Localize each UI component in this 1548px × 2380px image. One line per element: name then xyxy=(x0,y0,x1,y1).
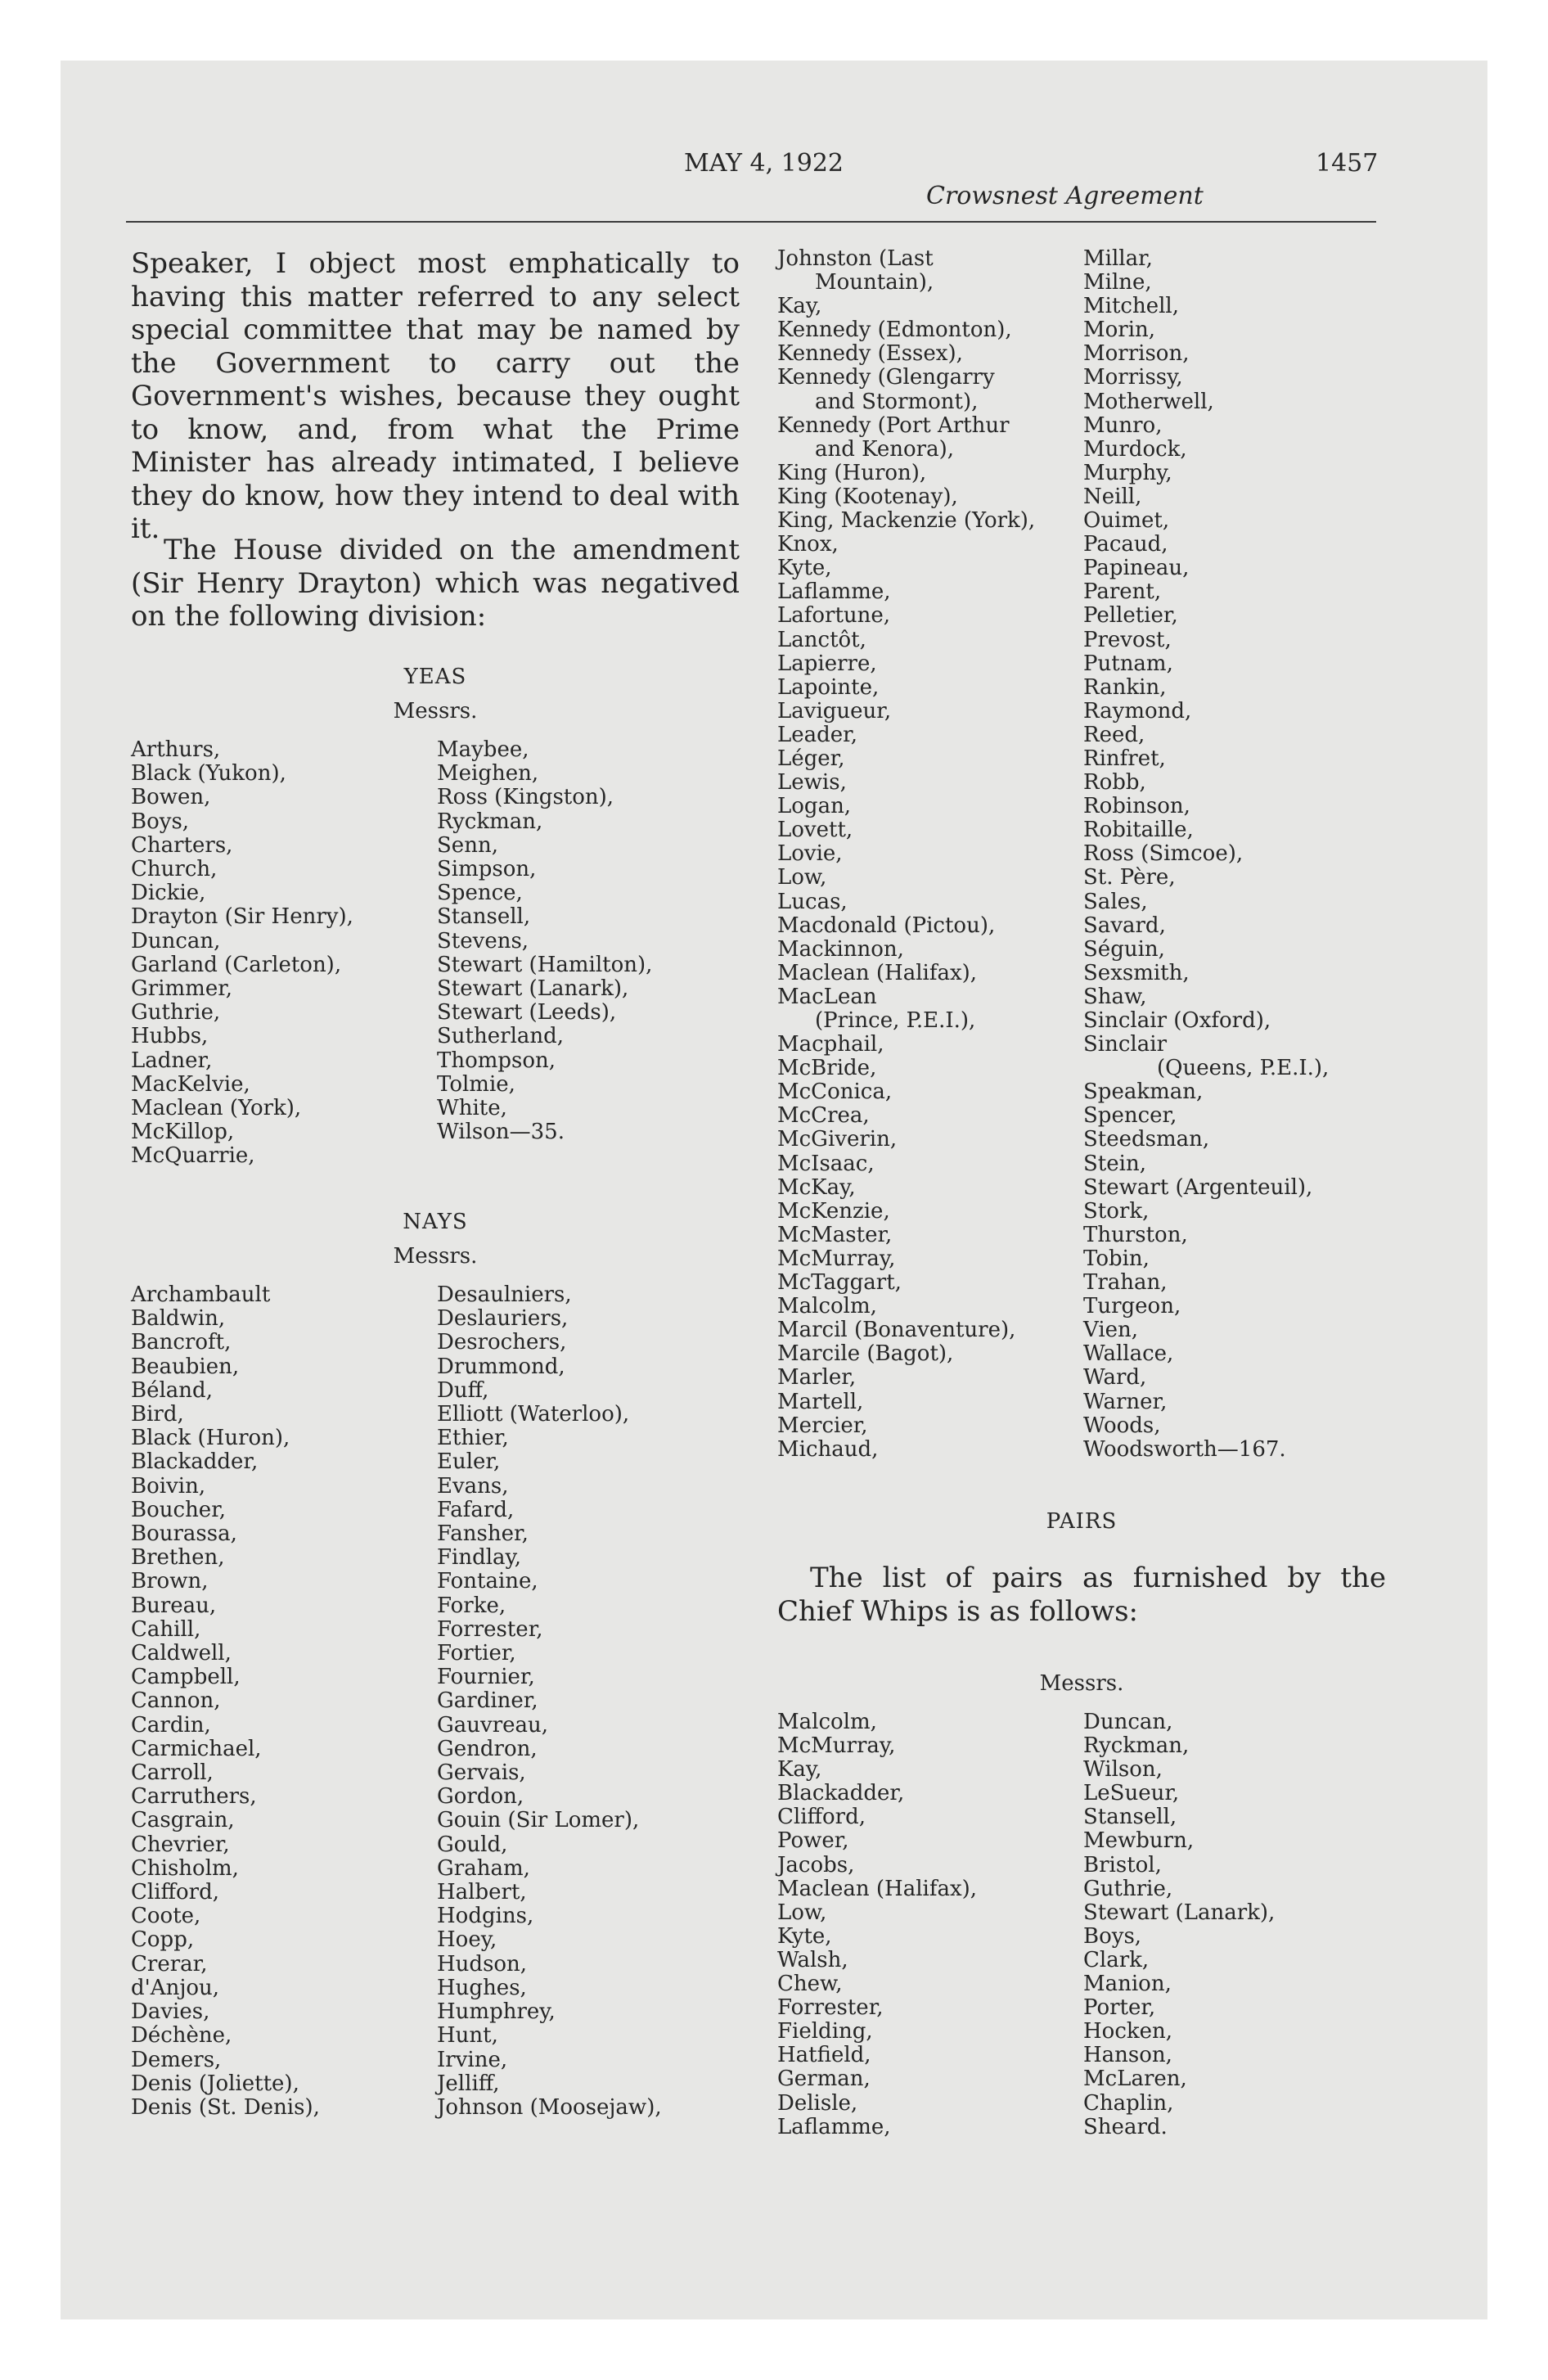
member-name: Tobin, xyxy=(1083,1246,1150,1271)
paragraph-division: The House divided on the amendment (Sir Henry Drayton) which was negatived on the following division: xyxy=(131,534,740,633)
member-name: Lewis, xyxy=(777,770,847,796)
member-name: Chew, xyxy=(777,1972,843,1997)
member-name: Marler, xyxy=(777,1365,857,1391)
member-name: McTaggart, xyxy=(777,1270,902,1296)
member-name: Stansell, xyxy=(1083,1805,1177,1830)
member-name: Vien, xyxy=(1083,1318,1139,1343)
member-name: Bancroft, xyxy=(131,1330,232,1355)
member-name: Arthurs, xyxy=(131,737,221,762)
member-name: Irvine, xyxy=(437,2047,508,2072)
member-name: Gouin (Sir Lomer), xyxy=(437,1808,640,1833)
member-name: Elliott (Waterloo), xyxy=(437,1402,630,1427)
member-name: Kay, xyxy=(777,294,822,319)
member-name: Boucher, xyxy=(131,1497,227,1522)
member-name: Carruthers, xyxy=(131,1784,257,1810)
member-name: Putnam, xyxy=(1083,651,1173,676)
member-name: Trahan, xyxy=(1083,1270,1168,1296)
member-name: Chisholm, xyxy=(131,1855,239,1881)
member-name: Hoey, xyxy=(437,1927,497,1953)
member-name: Evans, xyxy=(437,1473,509,1499)
member-name: Grimmer, xyxy=(131,976,233,1002)
member-name: Marcile (Bagot), xyxy=(777,1341,954,1367)
member-name: Papineau, xyxy=(1083,556,1190,581)
member-name: Bristol, xyxy=(1083,1852,1162,1877)
member-name: Mackinnon, xyxy=(777,936,904,962)
member-name: Carmichael, xyxy=(131,1736,262,1761)
member-name: Johnston (Last xyxy=(777,246,934,271)
member-name: Manion, xyxy=(1083,1972,1172,1997)
member-name: Denis (St. Denis), xyxy=(131,2094,320,2120)
member-name: Chaplin, xyxy=(1083,2090,1174,2116)
member-name: Robb, xyxy=(1083,770,1146,796)
member-name: Copp, xyxy=(131,1927,195,1953)
member-name: Ross (Simcoe), xyxy=(1083,841,1244,867)
member-name: McCrea, xyxy=(777,1103,870,1129)
member-name: Lanctôt, xyxy=(777,627,866,652)
member-name: Gauvreau, xyxy=(437,1712,549,1738)
member-name: McIsaac, xyxy=(777,1151,875,1176)
member-name: Jacobs, xyxy=(777,1852,855,1877)
member-name: Laflamme, xyxy=(777,579,891,605)
member-name: Morrison, xyxy=(1083,341,1190,367)
nays-list-left xyxy=(131,1283,320,2120)
member-name: Fafard, xyxy=(437,1497,515,1522)
pairs-messrs: Messrs. xyxy=(1039,1671,1124,1696)
member-name: Macdonald (Pictou), xyxy=(777,913,996,938)
member-name: Blackadder, xyxy=(777,1781,905,1806)
member-name: Blackadder, xyxy=(131,1449,259,1475)
member-name: Lavigueur, xyxy=(777,698,892,723)
member-name: Stewart (Hamilton), xyxy=(437,952,653,977)
member-name: McKay, xyxy=(777,1174,856,1200)
member-name: Ryckman, xyxy=(1083,1733,1190,1759)
member-name: Stewart (Lanark), xyxy=(1083,1900,1276,1925)
member-name: Morrissy, xyxy=(1083,365,1183,390)
member-name: Forrester, xyxy=(437,1616,543,1642)
member-name: Déchène, xyxy=(131,2023,232,2049)
member-name: Simpson, xyxy=(437,857,537,882)
member-name: Wilson—35. xyxy=(437,1120,565,1145)
member-name: Caldwell, xyxy=(131,1641,232,1666)
member-name: Robitaille, xyxy=(1083,818,1194,843)
member-name: Pelletier, xyxy=(1083,603,1178,629)
member-name: Coote, xyxy=(131,1904,201,1929)
member-name: Motherwell, xyxy=(1083,389,1214,414)
member-name: Gervais, xyxy=(437,1760,526,1786)
member-name: Jelliff, xyxy=(437,2071,500,2096)
member-name: Sinclair xyxy=(1083,1032,1167,1057)
member-name: Maclean (Halifax), xyxy=(777,960,978,985)
member-name: Hubbs, xyxy=(131,1024,209,1049)
member-name: Drummond, xyxy=(437,1354,565,1379)
pairs-intro: The list of pairs as furnished by the Chief Whips is as follows: xyxy=(777,1562,1386,1628)
member-name: Clark, xyxy=(1083,1947,1150,1972)
member-name: Low, xyxy=(777,1900,827,1925)
member-name: Desaulniers, xyxy=(437,1282,572,1307)
member-name: McConica, xyxy=(777,1080,893,1105)
member-name: Morin, xyxy=(1083,318,1156,343)
member-name: Logan, xyxy=(777,794,852,819)
member-name: Brown, xyxy=(131,1569,209,1594)
member-name: Cahill, xyxy=(131,1616,201,1642)
member-name: White, xyxy=(437,1096,507,1121)
member-name: Gordon, xyxy=(437,1784,524,1810)
member-name: Murdock, xyxy=(1083,436,1187,462)
member-name: Lovie, xyxy=(777,841,843,867)
member-name: MacLean xyxy=(777,984,877,1009)
member-name: Boivin, xyxy=(131,1473,206,1499)
member-name: Milne, xyxy=(1083,270,1152,295)
member-name: Ryckman, xyxy=(437,809,543,834)
member-name: Mitchell, xyxy=(1083,294,1179,319)
member-name: Humphrey, xyxy=(437,1999,556,2025)
member-name: Stewart (Lanark), xyxy=(437,976,629,1002)
member-name: McKillop, xyxy=(131,1120,235,1145)
member-name: Ward, xyxy=(1083,1365,1147,1391)
member-name: Johnson (Moosejaw), xyxy=(437,2094,662,2120)
member-name: Kyte, xyxy=(777,1923,832,1949)
member-name: Graham, xyxy=(437,1855,530,1881)
member-name: Maclean (York), xyxy=(131,1096,302,1121)
member-name: Fielding, xyxy=(777,2019,873,2044)
member-name: Ouimet, xyxy=(1083,508,1170,534)
running-title: Crowsnest Agreement xyxy=(926,182,1204,210)
member-name: Archambault xyxy=(131,1282,271,1307)
pairs-list-left xyxy=(777,1711,977,2139)
member-name: Casgrain, xyxy=(131,1808,235,1833)
member-name: Mountain), xyxy=(815,270,934,295)
yeas-messrs: Messrs. xyxy=(393,699,478,723)
yeas-list-left xyxy=(131,738,353,1169)
member-name: Raymond, xyxy=(1083,698,1192,723)
member-name: Stein, xyxy=(1083,1151,1146,1176)
yeas-heading: YEAS xyxy=(403,665,467,689)
member-name: Duncan, xyxy=(131,928,221,953)
scanned-page xyxy=(61,61,1487,2319)
member-name: Speakman, xyxy=(1083,1080,1204,1105)
member-name: Woodsworth—167. xyxy=(1083,1436,1286,1462)
member-name: Davies, xyxy=(131,1999,210,2025)
member-name: Lapierre, xyxy=(777,651,877,676)
member-name: Bowen, xyxy=(131,785,211,810)
member-name: Béland, xyxy=(131,1377,213,1403)
member-name: Kay, xyxy=(777,1757,822,1783)
member-name: (Prince, P.E.I.), xyxy=(815,1008,976,1033)
pairs-heading: PAIRS xyxy=(1046,1509,1118,1534)
member-name: Mewburn, xyxy=(1083,1828,1195,1854)
member-name: Charters, xyxy=(131,832,233,858)
member-name: Ladner, xyxy=(131,1048,213,1073)
member-name: Shaw, xyxy=(1083,984,1147,1009)
paragraph-speaker: Speaker, I object most emphatically to having this matter referred to any select special committee that may be named by the Government to carry out the Government's wishes, because they ought to know, and, from what the Prime Minister has already intimated, I believe they do know, how they intend to deal with it. xyxy=(131,247,740,545)
member-name: Forrester, xyxy=(777,1995,884,2021)
member-name: Séguin, xyxy=(1083,936,1165,962)
member-name: Knox, xyxy=(777,532,839,557)
member-name: Pacaud, xyxy=(1083,532,1168,557)
member-name: Laflamme, xyxy=(777,2114,891,2139)
member-name: Michaud, xyxy=(777,1436,879,1462)
member-name: Black (Yukon), xyxy=(131,761,286,787)
member-name: Hughes, xyxy=(437,1975,527,2000)
member-name: Euler, xyxy=(437,1449,501,1475)
member-name: Garland (Carleton), xyxy=(131,952,342,977)
member-name: Thurston, xyxy=(1083,1222,1188,1247)
member-name: Sales, xyxy=(1083,889,1148,914)
member-name: Spence, xyxy=(437,881,523,906)
member-name: Drayton (Sir Henry), xyxy=(131,904,353,930)
member-name: Mercier, xyxy=(777,1413,868,1438)
member-name: Spencer, xyxy=(1083,1103,1177,1129)
member-name: Sheard. xyxy=(1083,2114,1168,2139)
member-name: Lapointe, xyxy=(777,674,880,700)
member-name: Reed, xyxy=(1083,722,1145,747)
member-name: Desrochers, xyxy=(437,1330,567,1355)
member-name: Carroll, xyxy=(131,1760,214,1786)
nays-list-continued-right xyxy=(1083,247,1329,1462)
nays-messrs: Messrs. xyxy=(393,1244,478,1269)
member-name: Low, xyxy=(777,865,827,890)
member-name: Duff, xyxy=(437,1377,489,1403)
member-name: Marcil (Bonaventure), xyxy=(777,1318,1016,1343)
member-name: Forke, xyxy=(437,1593,506,1618)
member-name: Kennedy (Edmonton), xyxy=(777,318,1012,343)
member-name: McMurray, xyxy=(777,1733,896,1759)
member-name: McMurray, xyxy=(777,1246,896,1271)
member-name: German, xyxy=(777,2067,871,2092)
member-name: Brethen, xyxy=(131,1545,225,1571)
member-name: Hatfield, xyxy=(777,2043,871,2068)
member-name: Dickie, xyxy=(131,881,206,906)
member-name: Gardiner, xyxy=(437,1688,538,1714)
member-name: Wilson, xyxy=(1083,1757,1163,1783)
member-name: Hudson, xyxy=(437,1951,528,1977)
member-name: Clifford, xyxy=(131,1880,219,1905)
member-name: Lucas, xyxy=(777,889,848,914)
member-name: Halbert, xyxy=(437,1880,527,1905)
member-name: (Queens, P.E.I.), xyxy=(1157,1056,1330,1081)
member-name: Guthrie, xyxy=(1083,1876,1173,1901)
member-name: Léger, xyxy=(777,746,845,771)
member-name: Savard, xyxy=(1083,913,1166,938)
yeas-list-right xyxy=(437,738,652,1144)
member-name: Black (Huron), xyxy=(131,1426,290,1451)
member-name: Rankin, xyxy=(1083,674,1167,700)
member-name: Campbell, xyxy=(131,1665,241,1690)
member-name: Bourassa, xyxy=(131,1521,237,1547)
member-name: King, Mackenzie (York), xyxy=(777,508,1036,534)
member-name: Malcolm, xyxy=(777,1710,877,1734)
header-rule xyxy=(126,221,1376,223)
member-name: Cardin, xyxy=(131,1712,211,1738)
member-name: Maybee, xyxy=(437,737,529,762)
member-name: Hodgins, xyxy=(437,1904,534,1929)
member-name: Neill, xyxy=(1083,484,1142,509)
member-name: Denis (Joliette), xyxy=(131,2071,299,2096)
member-name: Woods, xyxy=(1083,1413,1161,1438)
member-name: Kennedy (Glengarry xyxy=(777,365,995,390)
member-name: McGiverin, xyxy=(777,1127,898,1152)
member-name: Baldwin, xyxy=(131,1306,226,1332)
member-name: Sutherland, xyxy=(437,1024,565,1049)
member-name: and Stormont), xyxy=(815,389,979,414)
member-name: Porter, xyxy=(1083,1995,1156,2021)
member-name: Sinclair (Oxford), xyxy=(1083,1008,1271,1033)
member-name: Stork, xyxy=(1083,1198,1150,1224)
member-name: McMaster, xyxy=(777,1222,893,1247)
member-name: Fansher, xyxy=(437,1521,529,1547)
member-name: Power, xyxy=(777,1828,849,1854)
member-name: d'Anjou, xyxy=(131,1975,220,2000)
member-name: Hocken, xyxy=(1083,2019,1173,2044)
member-name: Bird, xyxy=(131,1402,184,1427)
member-name: Warner, xyxy=(1083,1389,1168,1414)
member-name: Stansell, xyxy=(437,904,531,930)
member-name: Chevrier, xyxy=(131,1832,230,1857)
member-name: Malcolm, xyxy=(777,1294,877,1319)
member-name: Findlay, xyxy=(437,1545,522,1571)
member-name: Lafortune, xyxy=(777,603,891,629)
nays-heading: NAYS xyxy=(403,1210,468,1234)
member-name: Kennedy (Port Arthur xyxy=(777,412,1010,438)
member-name: Turgeon, xyxy=(1083,1294,1181,1319)
member-name: Kennedy (Essex), xyxy=(777,341,963,367)
member-name: MacKelvie, xyxy=(131,1071,250,1097)
member-name: Fortier, xyxy=(437,1641,516,1666)
member-name: Boys, xyxy=(131,809,190,834)
member-name: Hunt, xyxy=(437,2023,498,2049)
member-name: Tolmie, xyxy=(437,1071,515,1097)
member-name: Wallace, xyxy=(1083,1341,1174,1367)
member-name: Sexsmith, xyxy=(1083,960,1190,985)
page-date: MAY 4, 1922 xyxy=(684,149,844,178)
member-name: Ethier, xyxy=(437,1426,509,1451)
member-name: Duncan, xyxy=(1083,1710,1173,1734)
member-name: Kyte, xyxy=(777,556,832,581)
member-name: Gould, xyxy=(437,1832,508,1857)
member-name: Murphy, xyxy=(1083,460,1172,485)
member-name: Millar, xyxy=(1083,246,1153,271)
member-name: McQuarrie, xyxy=(131,1143,255,1169)
member-name: Boys, xyxy=(1083,1923,1142,1949)
member-name: Beaubien, xyxy=(131,1354,240,1379)
member-name: Clifford, xyxy=(777,1805,866,1830)
member-name: Rinfret, xyxy=(1083,746,1166,771)
member-name: St. Père, xyxy=(1083,865,1176,890)
member-name: Fournier, xyxy=(437,1665,535,1690)
member-name: Munro, xyxy=(1083,412,1163,438)
member-name: King (Kootenay), xyxy=(777,484,958,509)
member-name: Macphail, xyxy=(777,1032,884,1057)
member-name: Leader, xyxy=(777,722,858,747)
member-name: Hanson, xyxy=(1083,2043,1172,2068)
nays-list-continued-left xyxy=(777,247,1035,1462)
member-name: Fontaine, xyxy=(437,1569,538,1594)
member-name: Parent, xyxy=(1083,579,1162,605)
member-name: and Kenora), xyxy=(815,436,955,462)
member-name: Senn, xyxy=(437,832,498,858)
member-name: Stevens, xyxy=(437,928,529,953)
member-name: Ross (Kingston), xyxy=(437,785,614,810)
member-name: Lovett, xyxy=(777,818,853,843)
member-name: Demers, xyxy=(131,2047,222,2072)
member-name: LeSueur, xyxy=(1083,1781,1180,1806)
nays-list-right xyxy=(437,1283,662,2120)
member-name: Gendron, xyxy=(437,1736,538,1761)
member-name: Deslauriers, xyxy=(437,1306,569,1332)
member-name: Martell, xyxy=(777,1389,864,1414)
member-name: Church, xyxy=(131,857,218,882)
member-name: Walsh, xyxy=(777,1947,848,1972)
member-name: Stewart (Leeds), xyxy=(437,1000,617,1025)
member-name: Delisle, xyxy=(777,2090,858,2116)
member-name: McBride, xyxy=(777,1056,877,1081)
member-name: McLaren, xyxy=(1083,2067,1187,2092)
member-name: Guthrie, xyxy=(131,1000,221,1025)
member-name: Maclean (Halifax), xyxy=(777,1876,978,1901)
member-name: Cannon, xyxy=(131,1688,221,1714)
member-name: Steedsman, xyxy=(1083,1127,1210,1152)
member-name: Stewart (Argenteuil), xyxy=(1083,1174,1313,1200)
member-name: Prevost, xyxy=(1083,627,1172,652)
member-name: McKenzie, xyxy=(777,1198,890,1224)
page-number: 1457 xyxy=(1316,149,1379,178)
member-name: King (Huron), xyxy=(777,460,927,485)
member-name: Crerar, xyxy=(131,1951,208,1977)
member-name: Thompson, xyxy=(437,1048,556,1073)
pairs-list-right xyxy=(1083,1711,1275,2139)
member-name: Robinson, xyxy=(1083,794,1190,819)
member-name: Bureau, xyxy=(131,1593,217,1618)
member-name: Meighen, xyxy=(437,761,539,787)
